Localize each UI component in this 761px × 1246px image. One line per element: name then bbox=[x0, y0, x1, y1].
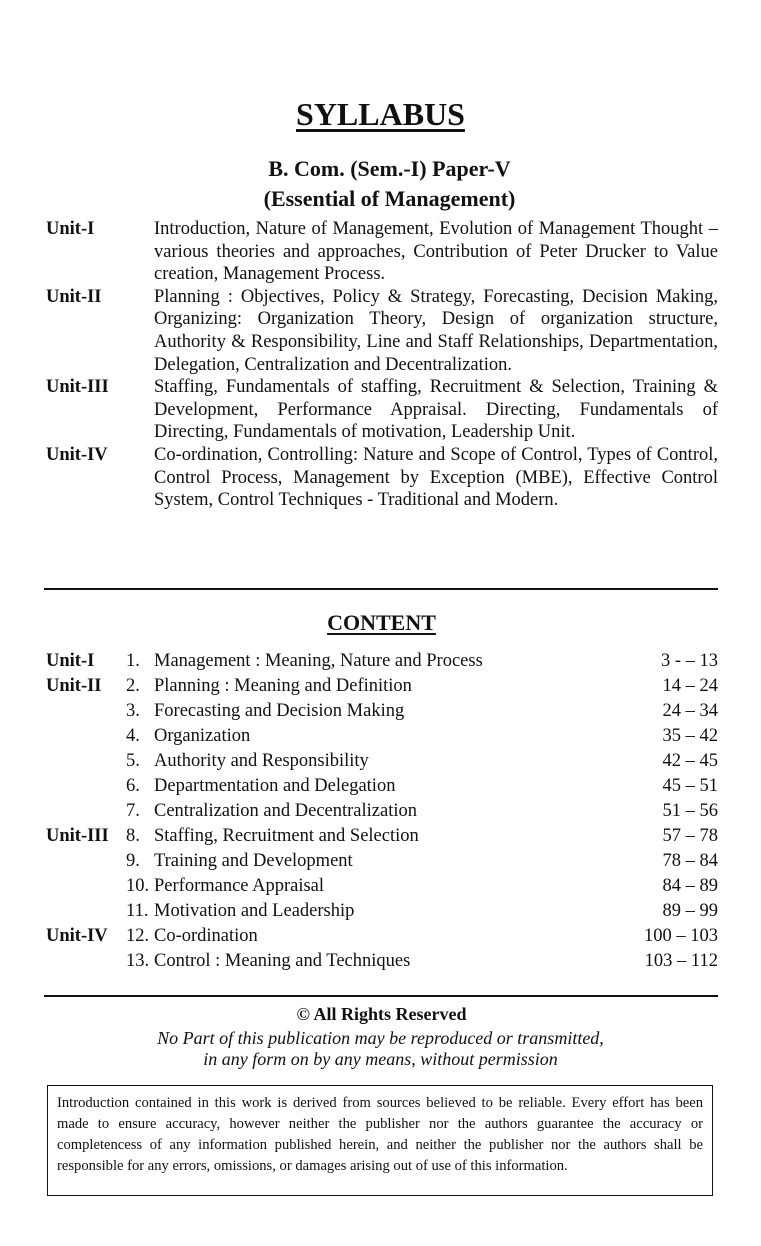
toc-number: 9. bbox=[126, 851, 140, 871]
divider bbox=[44, 995, 718, 997]
content-heading bbox=[0, 610, 761, 636]
toc-row bbox=[46, 774, 718, 799]
toc-title: Departmentation and Delegation bbox=[154, 776, 396, 796]
toc-unit bbox=[46, 749, 126, 774]
unit-description: Introduction, Nature of Management, Evolution of Management Thought – various theories and approaches, Contribution of Peter Drucker to Value creation, Management Process. bbox=[154, 219, 718, 285]
unit-description: Planning : Objectives, Policy & Strategy, Forecasting, Decision Making, Organizing: Organization Theory, Design of organization structure, Authority & Responsibility, Line and Staff Relationships, Departmentation, Delegation, Centralization and Decentralization. bbox=[154, 286, 718, 375]
toc-row bbox=[46, 674, 718, 699]
divider bbox=[44, 588, 718, 590]
toc-number: 5. bbox=[126, 751, 140, 771]
unit-description: Co-ordination, Controlling: Nature and Scope of Control, Types of Control, Control Process, Management by Exception (MBE), Effective Control System, Control Techniques - Traditional and Modern. bbox=[154, 444, 718, 511]
toc-row bbox=[46, 699, 718, 724]
toc-unit bbox=[46, 949, 126, 974]
toc-pages: 57 – 78 bbox=[662, 826, 718, 846]
toc-row bbox=[46, 849, 718, 874]
toc-number: 12. bbox=[126, 926, 150, 946]
toc-unit bbox=[46, 724, 126, 749]
toc-pages: 84 – 89 bbox=[662, 876, 718, 896]
toc-pages: 51 – 56 bbox=[662, 801, 718, 821]
toc-title: Control : Meaning and Techniques bbox=[154, 951, 411, 971]
toc-row bbox=[46, 749, 718, 774]
toc-number: 4. bbox=[126, 726, 140, 746]
toc-title: Management : Meaning, Nature and Process bbox=[154, 651, 483, 671]
unit-description: Staffing, Fundamentals of staffing, Recruitment & Selection, Training & Development, Performance Appraisal. Directing, Fundamentals of Directing, Fundamentals of motivation, Leadership Unit. bbox=[154, 377, 718, 443]
toc-number: 10. bbox=[126, 876, 150, 896]
toc-unit bbox=[46, 874, 126, 899]
syllabus-unit-1 bbox=[46, 218, 718, 286]
notice-line: No Part of this publication may be reproduced or transmitted, bbox=[157, 1028, 604, 1048]
toc-title: Forecasting and Decision Making bbox=[154, 701, 405, 721]
toc-row bbox=[46, 924, 718, 949]
toc-title: Organization bbox=[154, 726, 251, 746]
toc-number: 8. bbox=[126, 826, 140, 846]
toc-pages: 3 - – 13 bbox=[660, 651, 718, 671]
toc-number: 11. bbox=[126, 901, 149, 921]
toc-pages: 100 – 103 bbox=[644, 926, 718, 946]
toc-unit bbox=[46, 699, 126, 724]
toc-title: Motivation and Leadership bbox=[154, 901, 355, 921]
toc-unit: Unit-III bbox=[46, 826, 109, 846]
toc-unit bbox=[46, 849, 126, 874]
toc-pages: 14 – 24 bbox=[662, 676, 718, 696]
unit-label: Unit-III bbox=[46, 377, 109, 398]
toc-title: Authority and Responsibility bbox=[154, 751, 369, 771]
unit-label: Unit-II bbox=[46, 286, 102, 307]
toc-number: 7. bbox=[126, 801, 140, 821]
toc-unit: Unit-II bbox=[46, 676, 102, 696]
toc-number: 3. bbox=[126, 701, 140, 721]
syllabus-unit-4 bbox=[46, 444, 718, 512]
rights-reserved: © All Rights Reserved bbox=[296, 1004, 467, 1024]
toc-pages: 103 – 112 bbox=[644, 951, 718, 971]
toc-number: 13. bbox=[126, 951, 150, 971]
page-title-text: SYLLABUS bbox=[296, 96, 465, 132]
toc-row bbox=[46, 649, 718, 674]
unit-label: Unit-I bbox=[46, 219, 95, 239]
toc-pages: 45 – 51 bbox=[662, 776, 718, 796]
toc-title: Staffing, Recruitment and Selection bbox=[154, 826, 419, 846]
toc-pages: 42 – 45 bbox=[662, 751, 718, 771]
disclaimer-box: Introduction contained in this work is derived from sources believed to be reliable. Every effort has been made to ensure accuracy, however neither the publisher nor the authors guarantee the accuracy or completencess of any information published herein, and neither the publisher nor the authors shall be responsible for any errors, omissions, or damages arising out of use of this information. bbox=[47, 1085, 713, 1196]
course-subtitle: B. Com. (Sem.-I) Paper-V bbox=[268, 156, 511, 181]
toc-unit bbox=[46, 774, 126, 799]
toc-pages: 24 – 34 bbox=[662, 701, 718, 721]
toc-title: Co-ordination bbox=[154, 926, 258, 946]
toc-row bbox=[46, 874, 718, 899]
syllabus-unit-3 bbox=[46, 376, 718, 444]
toc-pages: 78 – 84 bbox=[662, 851, 718, 871]
toc-pages: 89 – 99 bbox=[662, 901, 718, 921]
toc-row bbox=[46, 824, 718, 849]
toc-unit bbox=[46, 899, 126, 924]
toc-number: 1. bbox=[126, 651, 140, 671]
toc-row bbox=[46, 724, 718, 749]
toc-unit bbox=[46, 799, 126, 824]
toc-title: Training and Development bbox=[154, 851, 353, 871]
toc-row bbox=[46, 899, 718, 924]
notice-line: in any form on by any means, without permission bbox=[203, 1049, 558, 1069]
toc-unit: Unit-I bbox=[46, 651, 95, 671]
toc-title: Centralization and Decentralization bbox=[154, 801, 417, 821]
toc-pages: 35 – 42 bbox=[662, 726, 718, 746]
toc-number: 2. bbox=[126, 676, 140, 696]
toc-number: 6. bbox=[126, 776, 140, 796]
toc-row bbox=[46, 799, 718, 824]
content-heading-text: CONTENT bbox=[327, 610, 436, 635]
syllabus-units bbox=[46, 218, 718, 512]
toc-title: Performance Appraisal bbox=[154, 876, 325, 896]
toc-row bbox=[46, 949, 718, 974]
page-title bbox=[0, 96, 761, 133]
toc-title: Planning : Meaning and Definition bbox=[154, 676, 412, 696]
syllabus-unit-2 bbox=[46, 286, 718, 376]
copyright-notice bbox=[0, 1028, 761, 1070]
table-of-contents bbox=[46, 649, 718, 974]
paper-subtitle: (Essential of Management) bbox=[263, 186, 516, 211]
unit-label: Unit-IV bbox=[46, 444, 108, 465]
toc-unit: Unit-IV bbox=[46, 926, 108, 946]
